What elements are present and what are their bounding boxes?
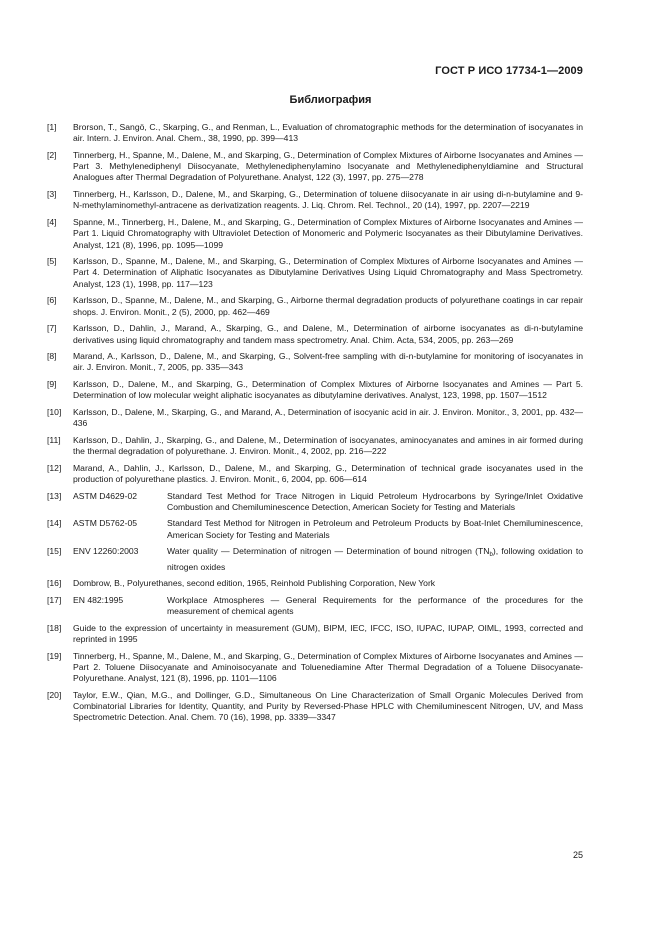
reference-text: Karlsson, D., Dahlin, J., Skarping, G., and Dalene, M., Determination of isocyanates, aminocyanates and amines in air formed during the thermal degradation of polyurethane. J. Environ. Monit., 4, 2002, pp. 216—222 xyxy=(73,434,583,457)
standard-id: ENV 12260:2003 xyxy=(73,546,139,557)
reference-number: [17] xyxy=(47,594,62,605)
reference-item xyxy=(47,623,583,646)
standard-reference-item xyxy=(47,491,583,514)
reference-item xyxy=(47,435,583,458)
reference-number: [4] xyxy=(47,216,57,227)
reference-number: [8] xyxy=(47,351,57,362)
reference-item xyxy=(47,351,583,374)
reference-number: [19] xyxy=(47,650,62,661)
reference-number: [15] xyxy=(47,546,62,557)
reference-number: [7] xyxy=(47,323,57,334)
standard-reference-item xyxy=(47,595,583,618)
reference-text: Tinnerberg, H., Spanne, M., Dalene, M., and Skarping, G., Determination of Complex Mixtures of Airborne Isocyanates and Amines — Part 2. Toluene Diisocyanate and Aminoisocyanate and Toluenediamine After Thermal Degradation of a Toluene Diisocyanate-Polyurethane. Analyst, 121 (8), 1996, pp. 1101—1106 xyxy=(73,650,583,684)
reference-item xyxy=(47,323,583,346)
reference-item xyxy=(47,217,583,251)
reference-item xyxy=(47,189,583,212)
standard-id: ASTM D4629-02 xyxy=(73,490,138,501)
reference-number: [3] xyxy=(47,189,57,200)
reference-item xyxy=(47,578,583,589)
reference-item xyxy=(47,150,583,184)
reference-text: Marand, A., Dahlin, J., Karlsson, D., Dalene, M., and Skarping, G., Determination of technical grade isocyanates used in the production of polyurethane plastics. J. Environ. Monit., 6, 2004, pp. 606—614 xyxy=(73,462,583,484)
reference-text: Tinnerberg, H., Karlsson, D., Dalene, M., and Skarping, G., Determination of toluene diisocyanate in air using di-n-butylamine and 9-N-methylaminomethyl-antracene as derivatization reagents. J. Liq. Chrom. Rel. Technol., 20 (14), 1997, pp. 2207—2219 xyxy=(73,189,583,211)
standard-title xyxy=(167,546,583,573)
reference-text: Karlsson, D., Spanne, M., Dalene, M., and Skarping, G., Determination of Complex Mixtures of Airborne Isocyanates and Amines — Part 4. Determination of Aliphatic Isocyanates as Dibutylamine Derivatives Using Liquid Chromatography and Mass Spectrometry. Analyst, 123 (1), 1998, pp. 117—123 xyxy=(73,256,583,289)
standard-id: ASTM D5762-05 xyxy=(73,518,138,529)
reference-number: [14] xyxy=(47,518,62,529)
reference-text: Spanne, M., Tinnerberg, H., Dalene, M., and Skarping, G., Determination of Complex Mixtures of Airborne Isocyanates and Amines — Part 1. Liquid Chromatography with Ultraviolet Detection of Monomeric and Polymeric Isocyanates as their Dibutylamine Derivatives. Analyst, 121 (8), 1996, pp. 1095—1099 xyxy=(73,216,583,250)
reference-number: [6] xyxy=(47,295,57,306)
subscript: b xyxy=(489,552,493,559)
reference-item xyxy=(47,407,583,430)
standard-title: Standard Test Method for Trace Nitrogen in Liquid Petroleum Hydrocarbons by Syringe/Inlet Oxidative Combustion and Chemiluminescence Detection, American Society for Testing and Materials xyxy=(167,490,583,512)
reference-number: [13] xyxy=(47,490,62,501)
standard-id: EN 482:1995 xyxy=(73,594,124,605)
reference-item xyxy=(47,463,583,486)
reference-list xyxy=(47,122,583,729)
reference-item xyxy=(47,256,583,290)
reference-item xyxy=(47,295,583,318)
reference-text: Taylor, E.W., Qian, M.G., and Dollinger, G.D., Simultaneous On Line Characterization of Small Organic Molecules Derived from Combinatorial Libraries for Identity, Quantity, and Purity by Reversed-Phase HPLC with Chemiluminescent Nitrogen, UV, and Mass Spectrometric Detection. Anal. Chem. 70 (16), 1998, pp. 3339—3347 xyxy=(73,689,583,723)
reference-number: [20] xyxy=(47,689,62,700)
bibliography-title: Библиография xyxy=(289,94,372,106)
reference-number: [10] xyxy=(47,406,62,417)
reference-item xyxy=(47,690,583,724)
reference-text: Marand, A., Karlsson, D., Dalene, M., and Skarping, G., Solvent-free sampling with di-n-butylamine for monitoring of isocyanates in air. J. Environ. Monit., 7, 2005, pp. 335—343 xyxy=(73,351,583,373)
reference-text: Guide to the expression of uncertainty in measurement (GUM), BIPM, IEC, IFCC, ISO, IUPAC, IUPAP, OIML, 1993, corrected and reprinted in 1995 xyxy=(73,622,583,645)
reference-text: Tinnerberg, H., Spanne, M., Dalene, M., and Skarping, G., Determination of Complex Mixtures of Airborne Isocyanates and Amines — Part 3. Methylenediphenyl Diisocyanate, Methylenediphenylamino Isocyanate and Methylenediphenyldiamine and Structural Analogues after Thermal Degradation of Polyurethane. Analyst, 122 (3), 1997, pp. 275—278 xyxy=(73,149,583,183)
standard-title-part: Water quality — Determination of nitrogen — Determination of bound nitrogen (TN xyxy=(167,546,490,557)
reference-number: [2] xyxy=(47,149,57,160)
standard-reference-item xyxy=(47,518,583,541)
standard-title: Standard Test Method for Nitrogen in Petroleum and Petroleum Products by Boat-Inlet Chemiluminescence, American Society for Testing and Materials xyxy=(167,518,583,540)
reference-text: Brorson, T., Sangö, C., Skarping, G., and Renman, L., Evaluation of chromatographic methods for the determination of isocyanates in air. Intern. J. Environ. Anal. Chem., 38, 1990, pp. 399—413 xyxy=(73,122,583,144)
reference-text: Karlsson, D., Dalene, M., and Skarping, G., Determination of Complex Mixtures of Airborne Isocyanates and Amines — Part 5. Determination of low molecular weight aliphatic isocyanates as dibutylamine derivatives. Analyst, 123, 1998, pp. 1507—1512 xyxy=(73,379,583,401)
reference-text: Karlsson, D., Dalene, M., Skarping, G., and Marand, A., Determination of isocyanic acid in air. J. Environ. Monitor., 3, 2001, pp. 432—436 xyxy=(73,406,583,429)
reference-text: Karlsson, D., Dahlin, J., Marand, A., Skarping, G., and Dalene, M., Determination of airborne isocyanates as di-n-butylamine derivatives using liquid chromatography and tandem mass spectrometry. Anal. Chim. Acta, 534, 2005, pp. 263—269 xyxy=(73,323,583,345)
reference-text: Karlsson, D., Spanne, M., Dalene, M., and Skarping, G., Airborne thermal degradation products of polyurethane coatings in car repair shops. J. Environ. Monit., 2 (5), 2000, pp. 462—469 xyxy=(73,295,583,317)
reference-item xyxy=(47,651,583,685)
reference-number: [11] xyxy=(47,434,61,445)
reference-number: [5] xyxy=(47,256,57,267)
reference-number: [1] xyxy=(47,122,57,132)
page-number: 25 xyxy=(572,850,583,860)
standard-code-header: ГОСТ Р ИСО 17734-1—2009 xyxy=(435,65,583,77)
reference-item xyxy=(47,379,583,402)
reference-number: [9] xyxy=(47,379,57,390)
reference-item xyxy=(47,122,583,145)
reference-number: [16] xyxy=(47,578,62,589)
standard-title-part: ), following oxidation to nitrogen oxides xyxy=(167,546,583,572)
standard-title: Workplace Atmospheres — General Requirements for the performance of the procedures for the measurement of chemical agents xyxy=(167,594,583,617)
standard-reference-item xyxy=(47,546,583,573)
reference-number: [18] xyxy=(47,622,62,633)
reference-number: [12] xyxy=(47,462,62,473)
reference-text: Dombrow, B., Polyurethanes, second edition, 1965, Reinhold Publishing Corporation, New York xyxy=(73,578,436,589)
